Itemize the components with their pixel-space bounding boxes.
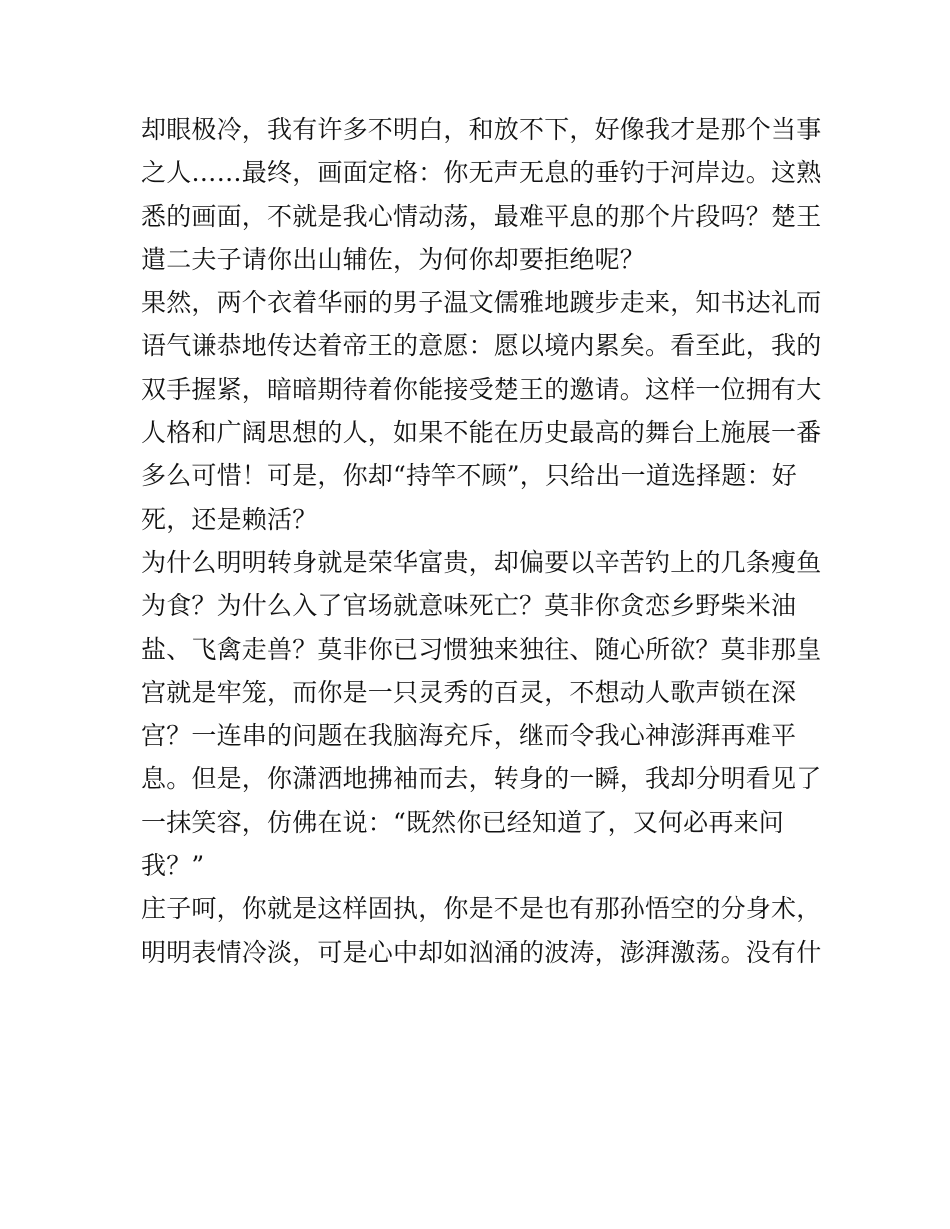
text-line: 庄子呵，你就是这样固执，你是不是也有那孙悟空的分身术， xyxy=(141,894,822,924)
text-line: 为什么明明转身就是荣华富贵，却偏要以辛苦钓上的几条瘦鱼 xyxy=(141,547,822,577)
text-line: 宫就是牢笼，而你是一只灵秀的百灵，不想动人歌声锁在深 xyxy=(141,677,797,707)
body-text xyxy=(141,108,821,974)
text-line: 盐、飞禽走兽？莫非你已习惯独来独往、随心所欲？莫非那皇 xyxy=(141,634,822,664)
text-line: 人格和广阔思想的人，如果不能在历史最高的舞台上施展一番 xyxy=(141,418,822,448)
text-line: 明明表情冷淡，可是心中却如汹涌的波涛，澎湃激荡。没有什 xyxy=(141,937,822,967)
text-line: 死，还是赖活？ xyxy=(141,504,318,534)
text-line: 多么可惜！可是，你却“持竿不顾”，只给出一道选择题：好 xyxy=(141,461,797,491)
text-line: 为食？为什么入了官场就意味死亡？莫非你贪恋乡野柴米油 xyxy=(141,591,797,621)
text-line: 双手握紧，暗暗期待着你能接受楚王的邀请。这样一位拥有大 xyxy=(141,374,822,404)
text-line: 语气谦恭地传达着帝王的意愿：愿以境内累矣。看至此，我的 xyxy=(141,331,822,361)
text-line: 果然，两个衣着华丽的男子温文儒雅地踱步走来，知书达礼而 xyxy=(141,288,822,318)
text-line: 之人……最终，画面定格：你无声无息的垂钓于河岸边。这熟 xyxy=(141,158,822,188)
text-line: 息。但是，你潇洒地拂袖而去，转身的一瞬，我却分明看见了 xyxy=(141,764,822,794)
text-line: 却眼极冷，我有许多不明白，和放不下，好像我才是那个当事 xyxy=(141,115,822,144)
text-line: 我？” xyxy=(141,851,205,881)
text-line: 宫？一连串的问题在我脑海充斥，继而令我心神澎湃再难平 xyxy=(141,721,797,751)
text-line: 遣二夫子请你出山辅佐，为何你却要拒绝呢？ xyxy=(141,244,646,274)
text-line: 悉的画面，不就是我心情动荡，最难平息的那个片段吗？楚王 xyxy=(141,201,822,231)
text-line: 一抹笑容，仿佛在说：“既然你已经知道了，又何必再来问 xyxy=(141,807,784,837)
